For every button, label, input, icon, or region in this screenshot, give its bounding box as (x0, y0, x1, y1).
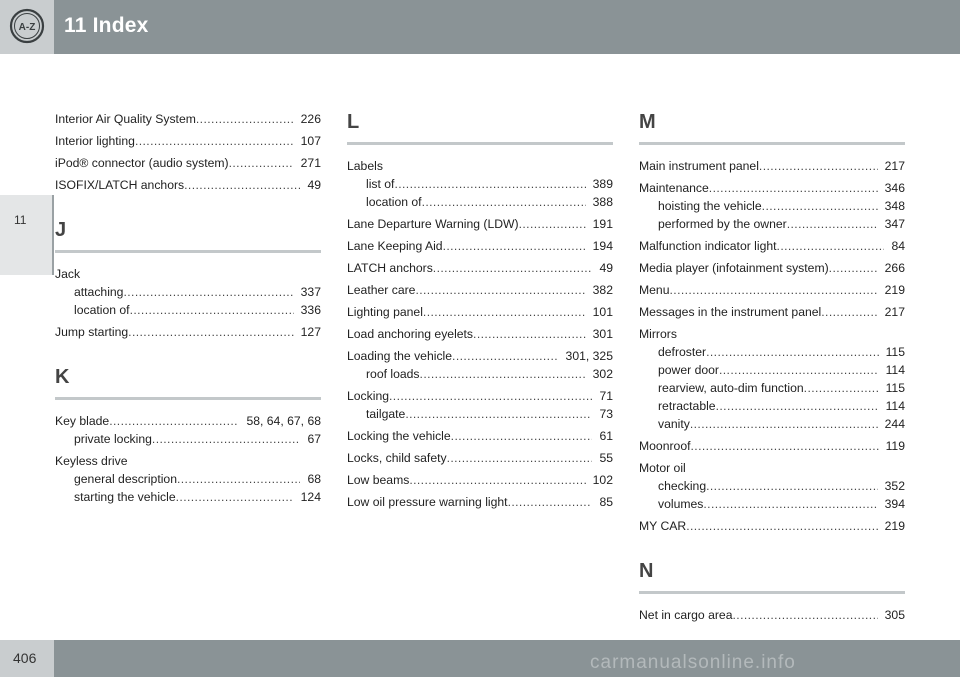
section-divider (639, 142, 905, 145)
index-entry-row (347, 387, 613, 405)
index-subentry (639, 379, 905, 397)
dot-leader (422, 193, 586, 211)
index-entry (639, 437, 905, 455)
dot-leader (703, 495, 877, 513)
index-entry (55, 412, 321, 448)
dot-leader (691, 437, 879, 455)
index-term: Malfunction indicator light (639, 239, 777, 253)
section-divider (55, 250, 321, 253)
page-reference: 191 (592, 217, 613, 231)
dot-leader (443, 237, 586, 255)
page-reference: 67 (307, 432, 321, 446)
header-badge (0, 0, 54, 54)
page-reference: 114 (885, 363, 905, 377)
dot-leader (415, 281, 585, 299)
index-term: location of (366, 195, 422, 209)
section-header (639, 559, 905, 594)
index-term: starting the vehicle (74, 490, 176, 504)
index-entry-row (639, 157, 905, 175)
index-entry (347, 325, 613, 343)
index-term: Lane Keeping Aid (347, 239, 443, 253)
index-entry (639, 237, 905, 255)
index-entry (639, 281, 905, 299)
index-term: Main instrument panel (639, 159, 759, 173)
index-entry-row (347, 449, 613, 467)
index-term: Media player (infotainment system) (639, 261, 829, 275)
index-term: Interior Air Quality System (55, 112, 196, 126)
index-term: Keyless drive (55, 454, 128, 468)
page-reference: 115 (885, 381, 905, 395)
dot-leader (821, 303, 877, 321)
index-term: MY CAR (639, 519, 687, 533)
index-subentry (639, 197, 905, 215)
page-reference: 336 (300, 303, 321, 317)
section-divider (639, 591, 905, 594)
section-header (639, 110, 905, 145)
page-reference: 73 (599, 407, 613, 421)
dot-leader (423, 303, 586, 321)
index-subentry (639, 361, 905, 379)
index-subentry (55, 470, 321, 488)
page-reference: 244 (884, 417, 905, 431)
index-term: Maintenance (639, 181, 709, 195)
page-reference: 305 (884, 608, 905, 622)
index-term: ISOFIX/LATCH anchors (55, 178, 185, 192)
page-reference: 347 (884, 217, 905, 231)
index-entry (347, 281, 613, 299)
index-term: Jump starting (55, 325, 129, 339)
index-term: Lighting panel (347, 305, 423, 319)
dot-leader (184, 176, 300, 194)
dot-leader (176, 488, 294, 506)
dot-leader (719, 361, 879, 379)
index-entry-row (55, 452, 321, 470)
index-entry-row (347, 427, 613, 445)
index-subentry (55, 430, 321, 448)
index-term: Interior lighting (55, 134, 135, 148)
index-entry-row (639, 606, 905, 624)
page-reference: 101 (592, 305, 613, 319)
dot-leader (452, 347, 559, 365)
index-entry (55, 452, 321, 506)
page-reference: 114 (885, 399, 905, 413)
index-entry-row (55, 412, 321, 430)
index-term: Loading the vehicle (347, 349, 453, 363)
index-entry-row (347, 281, 613, 299)
index-entry-row (55, 323, 321, 341)
index-term: Labels (347, 159, 383, 173)
index-entry-row (347, 303, 613, 321)
page-number: 406 (13, 650, 37, 666)
page-reference: 382 (592, 283, 613, 297)
page-reference: 85 (599, 495, 613, 509)
dot-leader (229, 154, 294, 172)
dot-leader (394, 175, 585, 193)
index-term: Menu (639, 283, 670, 297)
index-term: volumes (658, 497, 704, 511)
index-entry (55, 176, 321, 194)
index-term: Messages in the instrument panel (639, 305, 822, 319)
index-term: roof loads (366, 367, 420, 381)
index-term: defroster (658, 345, 707, 359)
page-reference: 217 (884, 305, 905, 319)
index-column-2 (347, 110, 613, 515)
index-column-3 (639, 110, 905, 628)
page-reference: 266 (884, 261, 905, 275)
index-subentry (639, 415, 905, 433)
index-entry (347, 347, 613, 383)
index-entry (639, 606, 905, 624)
dot-leader (473, 325, 586, 343)
index-term: Motor oil (639, 461, 686, 475)
index-term: attaching (74, 285, 124, 299)
index-entry-row (347, 259, 613, 277)
index-entry (639, 459, 905, 513)
index-entry (347, 427, 613, 445)
page-reference: 71 (599, 389, 613, 403)
page-reference: 124 (300, 490, 321, 504)
dot-leader (519, 215, 586, 233)
dot-leader (135, 132, 294, 150)
section-header (347, 110, 613, 145)
page-reference: 348 (884, 199, 905, 213)
index-term: list of (366, 177, 395, 191)
dot-leader (709, 179, 878, 197)
index-entry-row (347, 215, 613, 233)
index-term: LATCH anchors (347, 261, 433, 275)
section-divider (55, 397, 321, 400)
page-reference: 337 (300, 285, 321, 299)
dot-leader (706, 343, 878, 361)
a-z-index-icon (9, 8, 45, 44)
dot-leader (405, 405, 592, 423)
index-entry-row (639, 179, 905, 197)
index-entry (639, 179, 905, 233)
index-entry-row (55, 110, 321, 128)
index-subentry (639, 397, 905, 415)
page-title: 11 Index (64, 14, 149, 37)
index-term: Load anchoring eyelets (347, 327, 474, 341)
page-reference: 346 (884, 181, 905, 195)
dot-leader (433, 259, 593, 277)
index-term: Low beams (347, 473, 410, 487)
index-entry-row (639, 259, 905, 277)
index-subentry (347, 405, 613, 423)
index-term: checking (658, 479, 707, 493)
index-subentry (347, 175, 613, 193)
index-entry-row (347, 471, 613, 489)
index-entry-row (639, 437, 905, 455)
index-subentry (639, 343, 905, 361)
dot-leader (389, 387, 592, 405)
page-reference: 388 (592, 195, 613, 209)
dot-leader (123, 283, 293, 301)
index-term: rearview, auto-dim function (658, 381, 804, 395)
index-subentry (639, 495, 905, 513)
index-entry (639, 517, 905, 535)
dot-leader (128, 323, 294, 341)
page-reference: 107 (300, 134, 321, 148)
index-entry (55, 132, 321, 150)
page-reference: 58, 64, 67, 68 (246, 414, 321, 428)
section-letter: N (639, 560, 654, 582)
page-reference: 55 (599, 451, 613, 465)
index-entry (347, 493, 613, 511)
index-entry (347, 215, 613, 233)
index-subentry (55, 283, 321, 301)
dot-leader (716, 397, 879, 415)
dot-leader (759, 157, 878, 175)
page-reference: 217 (884, 159, 905, 173)
dot-leader (196, 110, 294, 128)
index-term: Jack (55, 267, 81, 281)
index-entry-row (347, 493, 613, 511)
page-reference: 226 (300, 112, 321, 126)
page-reference: 194 (592, 239, 613, 253)
page-reference: 49 (599, 261, 613, 275)
index-term: Locking the vehicle (347, 429, 451, 443)
index-entry (347, 157, 613, 211)
index-term: iPod® connector (audio system) (55, 156, 229, 170)
page-reference: 219 (884, 519, 905, 533)
index-column-1 (55, 110, 321, 510)
dot-leader (177, 470, 300, 488)
index-term: Leather care (347, 283, 416, 297)
chapter-tab-label: 11 (14, 213, 27, 227)
section-letter: K (55, 366, 70, 388)
dot-leader (690, 415, 878, 433)
page-reference: 127 (300, 325, 321, 339)
index-entry-row (347, 157, 613, 175)
page-footer (0, 640, 960, 677)
page-reference: 49 (307, 178, 321, 192)
index-entry-row (55, 154, 321, 172)
page-reference: 394 (884, 497, 905, 511)
index-entry (347, 449, 613, 467)
index-term: tailgate (366, 407, 406, 421)
a-z-index-icon-text: A-Z (18, 22, 36, 33)
index-term: hoisting the vehicle (658, 199, 762, 213)
index-subentry (347, 365, 613, 383)
section-letter: M (639, 111, 656, 133)
dot-leader (706, 477, 878, 495)
dot-leader (130, 301, 294, 319)
index-entry-row (639, 303, 905, 321)
index-entry-row (347, 347, 613, 365)
index-term: retractable (658, 399, 716, 413)
dot-leader (109, 412, 239, 430)
section-header (55, 365, 321, 400)
index-term: vanity (658, 417, 690, 431)
page-reference: 119 (885, 439, 905, 453)
dot-leader (804, 379, 879, 397)
section-letter: L (347, 111, 360, 133)
watermark: carmanualsonline.info (590, 652, 796, 673)
page-reference: 302 (592, 367, 613, 381)
dot-leader (762, 197, 878, 215)
index-term: Lane Departure Warning (LDW) (347, 217, 519, 231)
page-reference: 68 (307, 472, 321, 486)
index-term: Net in cargo area (639, 608, 733, 622)
index-entry (347, 259, 613, 277)
page-reference: 352 (884, 479, 905, 493)
dot-leader (787, 215, 878, 233)
index-term: location of (74, 303, 130, 317)
index-subentry (55, 488, 321, 506)
page-reference: 389 (592, 177, 613, 191)
index-term: general description (74, 472, 177, 486)
index-entry (347, 237, 613, 255)
page-reference: 84 (891, 239, 905, 253)
page-reference: 271 (300, 156, 321, 170)
index-entry-row (639, 517, 905, 535)
page-reference: 102 (592, 473, 613, 487)
index-entry (55, 154, 321, 172)
index-entry-row (55, 176, 321, 194)
index-entry-row (639, 325, 905, 343)
dot-leader (670, 281, 878, 299)
index-entry-row (347, 237, 613, 255)
page-header (0, 0, 960, 54)
index-term: Moonroof (639, 439, 691, 453)
section-header (55, 218, 321, 253)
dot-leader (409, 471, 585, 489)
index-entry-row (639, 281, 905, 299)
index-term: private locking (74, 432, 152, 446)
footer-badge (0, 640, 54, 677)
index-entry (639, 157, 905, 175)
index-entry (347, 303, 613, 321)
index-subentry (55, 301, 321, 319)
dot-leader (447, 449, 593, 467)
index-term: performed by the owner (658, 217, 787, 231)
page-reference: 301, 325 (565, 349, 613, 363)
dot-leader (829, 259, 878, 277)
dot-leader (451, 427, 593, 445)
index-entry (639, 303, 905, 321)
dot-leader (686, 517, 877, 535)
index-subentry (639, 215, 905, 233)
dot-leader (420, 365, 586, 383)
index-entry-row (639, 237, 905, 255)
index-term: Low oil pressure warning light (347, 495, 508, 509)
index-subentry (639, 477, 905, 495)
chapter-tab (0, 195, 54, 275)
dot-leader (733, 606, 878, 624)
index-entry-row (347, 325, 613, 343)
index-entry (347, 471, 613, 489)
index-term: power door (658, 363, 719, 377)
dot-leader (508, 493, 593, 511)
index-term: Locks, child safety (347, 451, 447, 465)
index-entry (55, 110, 321, 128)
index-subentry (347, 193, 613, 211)
page-reference: 115 (885, 345, 905, 359)
page-reference: 219 (884, 283, 905, 297)
index-entry (639, 325, 905, 433)
page-reference: 301 (592, 327, 613, 341)
index-entry (639, 259, 905, 277)
section-divider (347, 142, 613, 145)
index-term: Key blade (55, 414, 110, 428)
index-entry-row (639, 459, 905, 477)
index-term: Locking (347, 389, 390, 403)
index-entry (55, 323, 321, 341)
index-entry (347, 387, 613, 423)
dot-leader (777, 237, 885, 255)
index-entry-row (55, 265, 321, 283)
page-reference: 61 (599, 429, 613, 443)
index-entry (55, 265, 321, 319)
section-letter: J (55, 219, 67, 241)
index-term: Mirrors (639, 327, 677, 341)
index-entry-row (55, 132, 321, 150)
dot-leader (152, 430, 301, 448)
